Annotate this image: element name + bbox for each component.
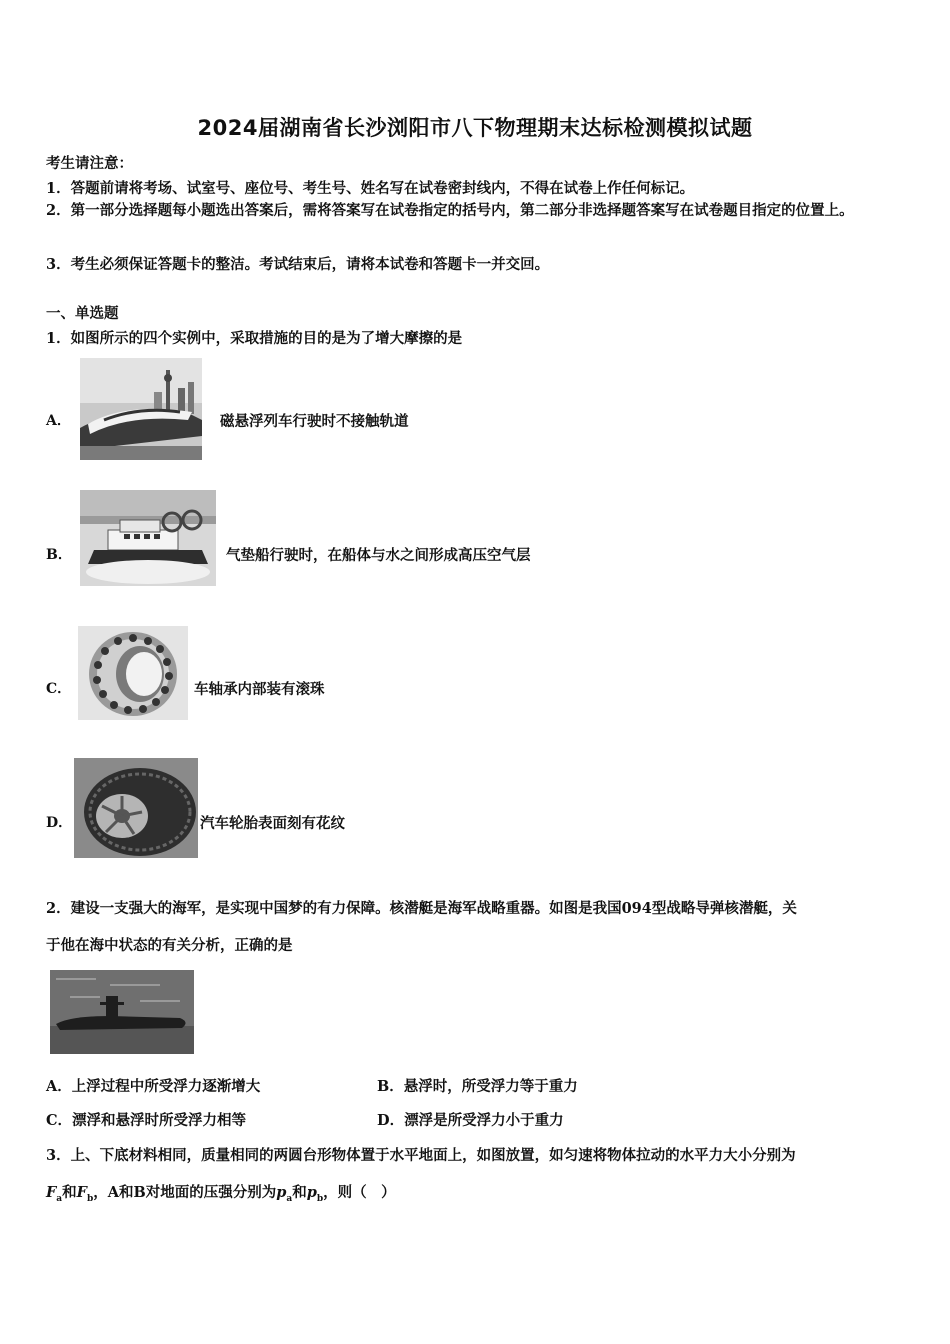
q2-option-b-letter: B． xyxy=(377,1078,404,1095)
q2-option-c-letter: C． xyxy=(46,1112,73,1129)
notice-item-1: 1．答题前请将考场、试室号、座位号、考生号、姓名写在试卷密封线内，不得在试卷上作任何标记。 xyxy=(46,180,695,197)
option-b-letter: B． xyxy=(46,547,72,563)
option-c-letter: C． xyxy=(46,681,72,697)
var-pa: p xyxy=(276,1184,287,1201)
notice-heading: 考生请注意： xyxy=(46,155,133,172)
var-pb: p xyxy=(306,1184,317,1201)
maglev-train-photo xyxy=(80,358,202,460)
notice-item-3: 3．考生必须保证答题卡的整洁。考试结束后，请将本试卷和答题卡一并交回。 xyxy=(46,256,550,273)
var-Fb: F xyxy=(76,1184,87,1201)
mid-text: ，A和B对地面的压强分别为 xyxy=(93,1184,277,1201)
q2-option-d-letter: D． xyxy=(377,1112,405,1129)
question-3-stem-line2 xyxy=(46,1181,396,1204)
option-c-text: 车轴承内部装有滚珠 xyxy=(194,681,325,698)
q2-option-c-text: 漂浮和悬浮时所受浮力相等 xyxy=(72,1112,247,1129)
q2-option-b xyxy=(377,1075,578,1096)
option-b-text: 气垫船行驶时，在船体与水之间形成高压空气层 xyxy=(226,547,531,564)
and-2: 和 xyxy=(292,1184,307,1201)
hovercraft-photo xyxy=(80,490,216,586)
question-2-stem-line2: 于他在海中状态的有关分析，正确的是 xyxy=(46,937,293,954)
question-3-stem-line1: 3．上、下底材料相同，质量相同的两圆台形物体置于水平地面上，如图放置，如匀速将物体拉动的水平力大小分别为 xyxy=(46,1147,796,1164)
notice-item-2: 2．第一部分选择题每小题选出答案后，需将答案写在试卷指定的括号内，第二部分非选择题答案写在试卷题目指定的位置上。 xyxy=(46,202,854,219)
q2-option-a-text: 上浮过程中所受浮力逐渐增大 xyxy=(71,1078,261,1095)
option-d-text: 汽车轮胎表面刻有花纹 xyxy=(200,815,345,832)
option-d-letter: D． xyxy=(46,815,73,831)
q2-option-a xyxy=(46,1075,260,1096)
sub-b-1: b xyxy=(86,1193,94,1204)
tail-text: ，则（ ） xyxy=(323,1184,396,1201)
q2-option-d xyxy=(377,1109,564,1130)
option-a-letter: A． xyxy=(46,413,71,429)
sub-b-2: b xyxy=(316,1193,324,1204)
var-Fa: F xyxy=(46,1184,57,1201)
q2-option-c xyxy=(46,1109,246,1130)
tire-tread-photo xyxy=(74,758,198,858)
option-a-text: 磁悬浮列车行驶时不接触轨道 xyxy=(220,413,409,430)
question-2-stem-line1: 2．建设一支强大的海军，是实现中国梦的有力保障。核潜艇是海军战略重器。如图是我国094型战略导弹核潜艇，关 xyxy=(46,900,797,917)
page-title: 2024届湖南省长沙浏阳市八下物理期末达标检测模拟试题 xyxy=(197,116,753,140)
q2-option-d-text: 漂浮是所受浮力小于重力 xyxy=(404,1112,564,1129)
section-heading: 一、单选题 xyxy=(46,305,119,322)
and-1: 和 xyxy=(62,1184,77,1201)
ball-bearing-photo xyxy=(78,626,188,720)
submarine-photo xyxy=(50,970,194,1054)
q2-option-a-letter: A． xyxy=(46,1078,72,1095)
q2-option-b-text: 悬浮时，所受浮力等于重力 xyxy=(403,1078,578,1095)
sub-a-2: a xyxy=(286,1193,293,1204)
question-1-stem: 1．如图所示的四个实例中，采取措施的目的是为了增大摩擦的是 xyxy=(46,330,463,347)
sub-a-1: a xyxy=(56,1193,63,1204)
